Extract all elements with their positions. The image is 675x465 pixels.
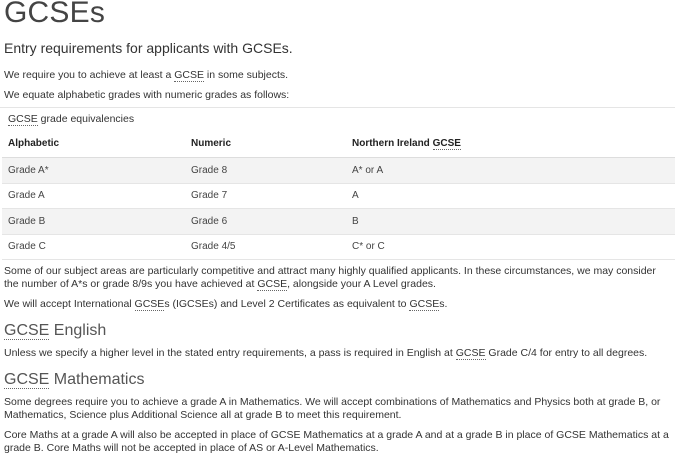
header-northern-ireland: [346, 129, 675, 158]
english-heading: [4, 322, 106, 340]
gcse-abbr[interactable]: GCSE: [257, 278, 288, 290]
header-alphabetic: Alphabetic: [2, 129, 185, 158]
gcse-abbr[interactable]: GCSE: [432, 137, 461, 149]
text: Northern Ireland: [352, 137, 433, 149]
international-note: [4, 298, 447, 311]
text: Grade C/4 for entry to all degrees.: [485, 347, 648, 359]
table-row: [2, 234, 675, 260]
cell-numeric: Grade 6: [185, 209, 346, 235]
gcse-abbr[interactable]: GCSE: [4, 371, 50, 388]
cell-alphabetic: Grade A: [2, 183, 185, 209]
gcse-abbr[interactable]: GCSE: [174, 69, 205, 81]
divider: [0, 107, 675, 108]
text: We will accept International: [4, 298, 135, 310]
cell-numeric: Grade 7: [185, 183, 346, 209]
gcse-abbr[interactable]: GCSE: [409, 298, 440, 310]
text: Some of our subject areas are particularly competitive and attract many highly qualified applicants. In these circumstances, we may consider the number of A*s or grade 8/9s you have achieved at: [4, 265, 656, 290]
text: Mathematics: [49, 371, 145, 388]
gcse-abbr[interactable]: GCSE: [455, 347, 486, 359]
table-row: [2, 158, 675, 184]
table-caption: [8, 113, 134, 125]
intro-paragraph-2: We equate alphabetic grades with numeric grades as follows:: [4, 89, 290, 101]
cell-numeric: Grade 8: [185, 158, 346, 184]
header-numeric: Numeric: [185, 129, 346, 158]
page-subtitle: Entry requirements for applicants with GCSEs.: [4, 40, 293, 56]
maths-paragraph-1: Some degrees require you to achieve a grade A in Mathematics. We will accept combinations of Mathematics and Physics both at grade B, or Mathematics, Science plus Additional Science all at grade B to meet this requirement.: [4, 396, 661, 421]
text: Unless we specify a higher level in the stated entry requirements, a pass is required in English at: [4, 347, 456, 359]
cell-northern-ireland: A: [346, 183, 675, 209]
text: s (IGCSEs) and Level 2 Certificates as equivalent to: [164, 298, 410, 310]
cell-northern-ireland: C* or C: [346, 234, 675, 260]
text: grade equivalencies: [37, 113, 135, 125]
cell-alphabetic: Grade B: [2, 209, 185, 235]
maths-paragraph-2: Core Maths at a grade A will also be accepted in place of GCSE Mathematics at a grade A and at a grade B in place of GCSE Mathematics at a grade B. Core Maths will not be accepted in place of AS or A-Level Mathematics.: [4, 429, 669, 454]
cell-northern-ireland: B: [346, 209, 675, 235]
gcse-abbr[interactable]: GCSE: [134, 298, 165, 310]
maths-heading: [4, 371, 144, 389]
text: in some subjects.: [204, 69, 289, 81]
text: English: [49, 322, 107, 339]
text: We require you to achieve at least a: [4, 69, 175, 81]
competitive-note: [4, 265, 672, 291]
table-row: [2, 209, 675, 235]
table-row: [2, 183, 675, 209]
cell-numeric: Grade 4/5: [185, 234, 346, 260]
gcse-abbr[interactable]: GCSE: [4, 322, 50, 339]
intro-paragraph-1: [4, 69, 288, 82]
text: s.: [439, 298, 448, 310]
text: , alongside your A Level grades.: [287, 278, 436, 290]
cell-alphabetic: Grade C: [2, 234, 185, 260]
table-header-row: [2, 129, 675, 158]
page-title: GCSEs: [4, 0, 106, 29]
english-paragraph: [4, 347, 647, 360]
gcse-abbr[interactable]: GCSE: [8, 113, 38, 125]
cell-alphabetic: Grade A*: [2, 158, 185, 184]
grade-equivalency-table: [2, 129, 675, 260]
cell-northern-ireland: A* or A: [346, 158, 675, 184]
